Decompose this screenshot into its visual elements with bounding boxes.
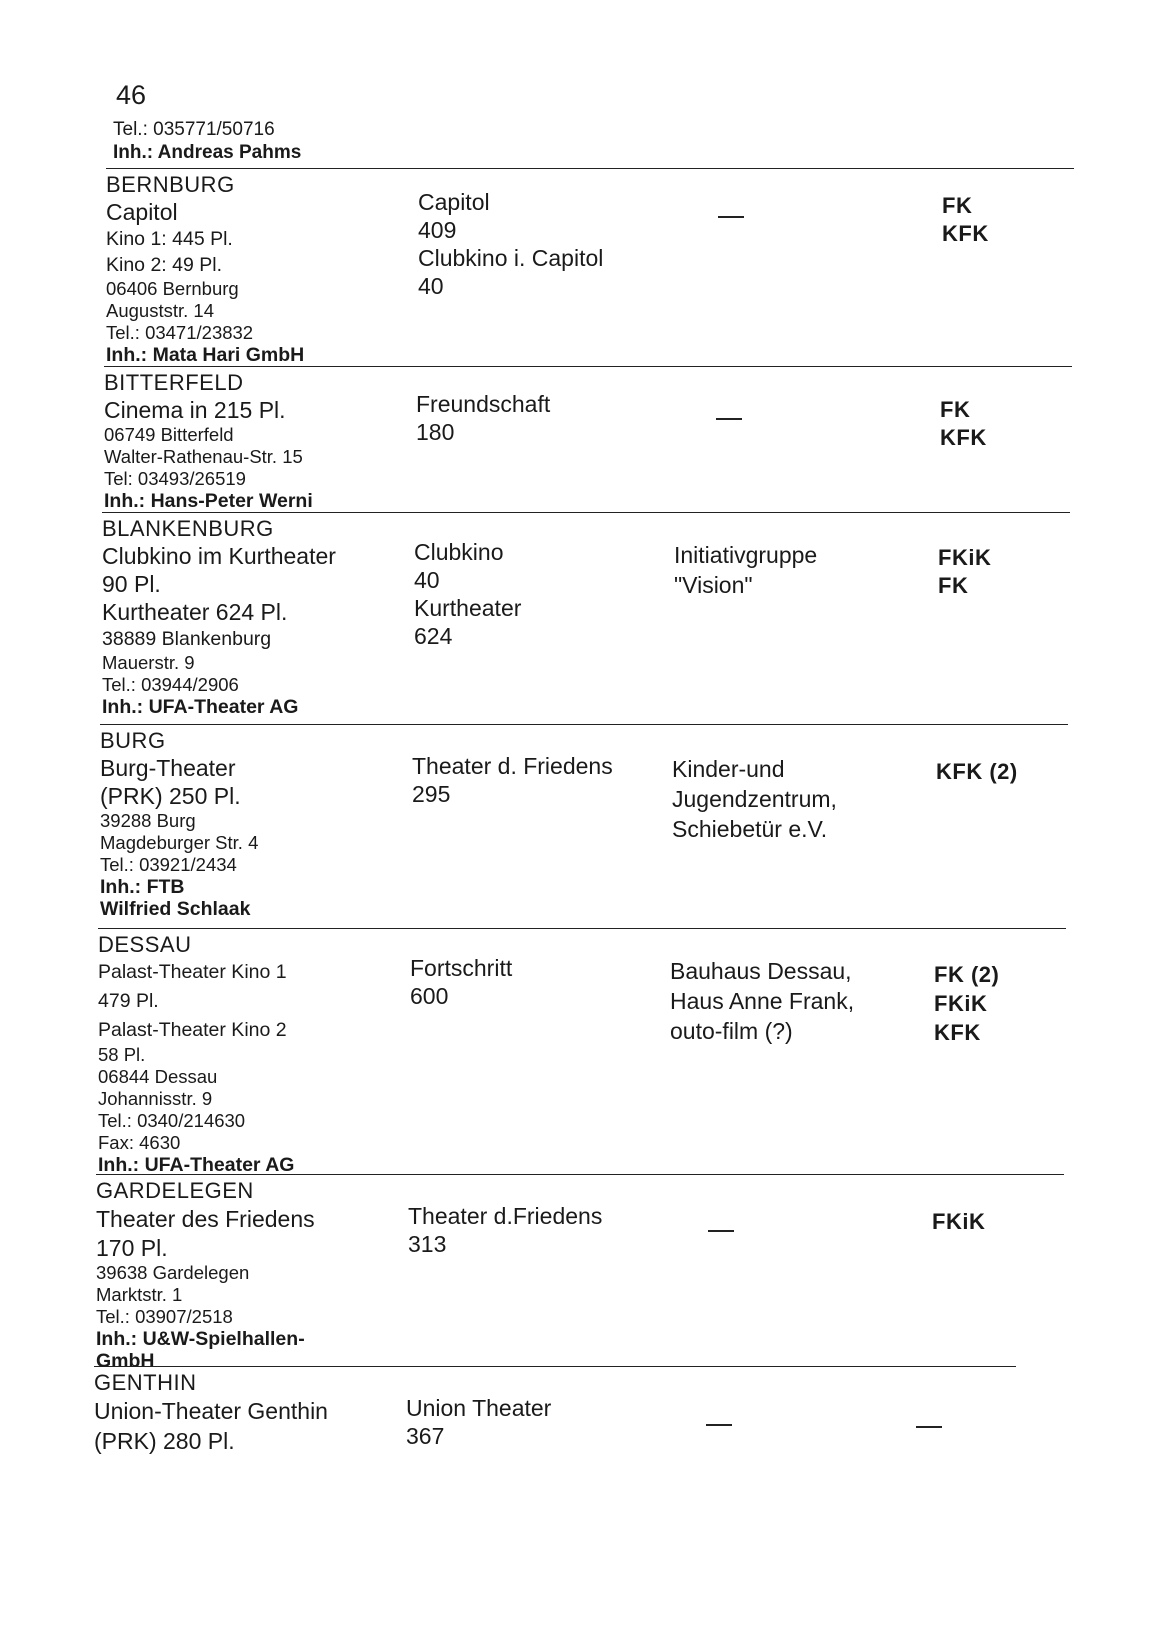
town-name: BERNBURG [106,172,235,197]
code: FKiK [932,1209,986,1234]
seat-line: (PRK) 280 Pl. [94,1428,235,1454]
partners [670,956,890,1046]
phone-line: Tel.: 03907/2518 [96,1306,233,1327]
cinema-name: Theater des Friedens [96,1206,315,1232]
entry-burg [100,724,1060,920]
code: KFK [934,1020,981,1045]
code: FK (2) [934,962,1000,987]
cinema-name: Cinema in 215 Pl. [104,397,286,423]
code: FK [942,193,973,218]
former-seats: 409 [418,217,457,243]
partner-line: "Vision" [674,572,753,598]
partners [672,754,892,844]
former-cinema: Fortschritt [410,955,513,981]
former-seats: 295 [412,781,451,807]
seat-line: 170 Pl. [96,1235,168,1261]
former-seats: 180 [416,419,455,445]
program-codes [940,396,1060,452]
former-seats: 40 [418,273,444,299]
former-seats: 367 [406,1423,445,1449]
entry-divider [98,928,1066,929]
address-line: 06844 Dessau [98,1066,218,1087]
seat-line: 90 Pl. [102,571,161,597]
former-name [410,954,650,1010]
seat-line: 58 Pl. [98,1044,146,1065]
former-cinema: Freundschaft [416,391,551,417]
cinema-name: Palast-Theater Kino 2 [98,1019,287,1041]
entry-divider [102,512,1070,513]
cinema-info [98,932,398,1176]
town-name: GARDELEGEN [96,1178,254,1203]
entry-divider [100,724,1068,725]
former-cinema: Clubkino i. Capitol [418,245,604,271]
entry-divider [96,1174,1064,1175]
former-seats: 624 [414,623,453,649]
former-cinema: Clubkino [414,539,504,565]
entry-blankenburg [102,512,1062,718]
partners [674,540,894,600]
cinema-info [106,172,406,366]
entry-divider [104,366,1072,367]
seat-line: (PRK) 250 Pl. [100,783,241,809]
partner-line: Bauhaus Dessau, [670,958,852,984]
phone-line: Tel.: 03921/2434 [100,854,237,875]
former-seats: 313 [408,1231,447,1257]
town-name: BLANKENBURG [102,516,274,541]
owner-line: Inh.: FTB [100,876,185,898]
former-name [414,538,654,650]
entry-divider [106,168,1074,169]
former-name [416,390,656,446]
seat-line: Kino 1: 445 Pl. [106,228,233,250]
entry-genthin [94,1366,1054,1476]
partners-empty-dash [716,418,742,420]
former-name [412,752,652,808]
entry-gardelegen [96,1174,1056,1372]
owner-line: Inh.: U&W-Spielhallen- [96,1328,305,1350]
entry-dessau [98,928,1058,1176]
address-line: 39288 Burg [100,810,196,831]
program-codes [934,960,1054,1047]
former-cinema: Kurtheater [414,595,522,621]
partner-line: Initiativgruppe [674,542,818,568]
previous-entry-tail [113,118,301,164]
owner-line: Inh.: Mata Hari GmbH [106,344,305,366]
former-name [408,1202,648,1258]
former-cinema: Theater d.Friedens [408,1203,603,1229]
code: FK [938,573,969,598]
prev-entry-tel: Tel.: 035771/50716 [113,119,275,140]
seat-line: 479 Pl. [98,990,159,1012]
phone-line: Tel.: 03471/23832 [106,322,254,343]
address-line: 06749 Bitterfeld [104,424,234,445]
page-number: 46 [116,80,147,110]
entry-bitterfeld [104,366,1064,514]
address-line: Walter-Rathenau-Str. 15 [104,446,303,467]
partner-line: Jugendzentrum, [672,786,837,812]
former-cinema: Union Theater [406,1395,552,1421]
owner-line: Wilfried Schlaak [100,898,251,920]
town-name: DESSAU [98,932,192,957]
program-codes [936,758,1056,786]
former-cinema: Theater d. Friedens [412,753,613,779]
program-codes [938,544,1058,600]
partner-line: Schiebetür e.V. [672,816,828,842]
owner-line: Inh.: UFA-Theater AG [98,1154,295,1176]
address-line: 06406 Bernburg [106,278,239,299]
cinema-name: Clubkino im Kurtheater [102,543,336,569]
entry-divider [94,1366,1016,1367]
town-name: BITTERFELD [104,370,244,395]
town-name: GENTHIN [94,1370,197,1395]
cinema-info [94,1370,394,1455]
former-cinema: Capitol [418,189,490,215]
code: FK [940,397,971,422]
partner-line: Kinder-und [672,756,785,782]
seat-line: Kino 2: 49 Pl. [106,254,222,276]
cinema-info [104,370,404,512]
cinema-name: Palast-Theater Kino 1 [98,961,287,983]
address-line: Marktstr. 1 [96,1284,183,1305]
address-line: Auguststr. 14 [106,300,214,321]
partner-line: outo-film (?) [670,1018,793,1044]
cinema-info [96,1178,396,1372]
code: KFK [942,221,989,246]
code: FKiK [938,545,992,570]
cinema-name: Union-Theater Genthin [94,1398,328,1424]
owner-line: Inh.: Hans-Peter Werni [104,490,313,512]
address-line: Magdeburger Str. 4 [100,832,259,853]
phone-line: Tel: 03493/26519 [104,468,246,489]
cinema-name: Burg-Theater [100,755,236,781]
partners-empty-dash [708,1230,734,1232]
address-line: Mauerstr. 9 [102,652,195,673]
code: KFK (2) [936,759,1018,784]
cinema-info [100,728,400,920]
program-codes [942,192,1062,248]
owner-line: Inh.: UFA-Theater AG [102,696,299,718]
former-seats: 40 [414,567,440,593]
partners-empty-dash [706,1424,732,1426]
cinema-name: Capitol [106,199,178,225]
address-line: 39638 Gardelegen [96,1262,250,1283]
town-name: BURG [100,728,166,753]
cinema-info [102,516,402,718]
prev-entry-owner: Inh.: Andreas Pahms [113,142,302,163]
code: KFK [940,425,987,450]
former-name [406,1394,646,1450]
entry-bernburg [106,168,1066,364]
phone-line: Tel.: 03944/2906 [102,674,239,695]
former-name [418,188,658,300]
address-line: Johannisstr. 9 [98,1088,213,1109]
partners-empty-dash [718,216,744,218]
fax-line: Fax: 4630 [98,1132,181,1153]
owner-line: GmbH [96,1350,155,1372]
phone-line: Tel.: 0340/214630 [98,1110,246,1131]
cinema-name: Kurtheater 624 Pl. [102,599,288,625]
codes-empty-dash [916,1426,942,1428]
address-line: 38889 Blankenburg [102,628,272,650]
program-codes [932,1208,1052,1236]
partner-line: Haus Anne Frank, [670,988,855,1014]
code: FKiK [934,991,988,1016]
former-seats: 600 [410,983,449,1009]
